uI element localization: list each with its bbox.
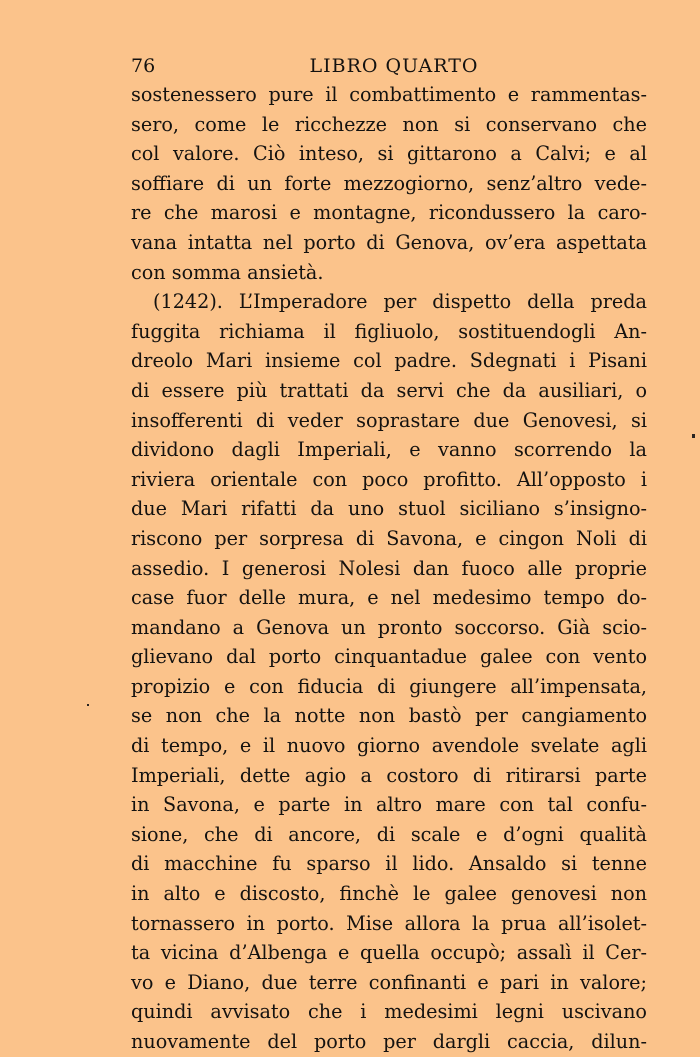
text-line: due Mari rifatti da uno stuol siciliano s’insigno- [131,497,647,521]
text-line: nuovamente del porto per dargli caccia, dilun- [131,1030,647,1053]
body-text [131,80,647,1057]
text-line: dividono dagli Imperiali, e vanno scorrendo la [131,438,647,462]
paragraph-start-line: (1242). L’Imperadore per dispetto della preda [153,290,647,314]
book-page [131,52,647,1057]
text-line: in Savona, e parte in altro mare con tal confu- [131,793,647,817]
scan-speck-mark [692,434,695,438]
text-line: sostenessero pure il combattimento e rammentas- [131,83,647,106]
text-line: insofferenti di veder soprastare due Genovesi, si [131,408,647,432]
text-line: vo e Diano, due terre confinanti e pari in valore; [131,970,647,994]
running-title: LIBRO QUARTO [309,55,479,77]
page-header [131,52,647,80]
text-line: riscono per sorpresa di Savona, e cingon Noli di [131,526,647,550]
text-line: col valore. Ciò inteso, si gittarono a Calvi; e al [131,142,647,166]
page-number: 76 [131,55,156,77]
text-line: in alto e discosto, finchè le galee genovesi non [131,882,647,906]
text-line: di macchine fu sparso il lido. Ansaldo si tenne [131,852,647,876]
text-line: vana intatta nel porto di Genova, ov’era aspettata [131,230,647,254]
text-line: di tempo, e il nuovo giorno avendole svelate agli [131,734,647,758]
text-line: con somma ansietà. [131,260,324,284]
scan-speck-mark [87,704,89,706]
text-line: di essere più trattati da servi che da ausiliari, o [131,378,647,402]
text-line: case fuor delle mura, e nel medesimo tempo do- [131,586,647,610]
text-line: dreolo Mari insieme col padre. Sdegnati i Pisani [131,349,647,373]
text-line: propizio e con fiducia di giungere all’impensata, [131,674,647,698]
text-line: re che marosi e montagne, ricondussero la caro- [131,201,647,225]
text-line: glievano dal porto cinquantadue galee con vento [131,645,647,669]
text-line: ta vicina d’Albenga e quella occupò; assalì il Cer- [131,941,647,965]
text-line: fuggita richiama il figliuolo, sostituendogli An- [131,319,647,343]
text-line: Imperiali, dette agio a costoro di ritirarsi parte [131,763,647,787]
text-line: sione, che di ancore, di scale e d’ogni qualità [131,822,647,846]
text-line: sero, come le ricchezze non si conservano che [131,112,647,136]
text-line: quindi avvisato che i medesimi legni uscivano [131,1000,647,1024]
text-line: riviera orientale con poco profitto. All’opposto i [131,467,647,491]
text-line: assedio. I generosi Nolesi dan fuoco alle proprie [131,556,647,580]
text-line: soffiare di un forte mezzogiorno, senz’altro vede- [131,171,647,195]
text-line: se non che la notte non bastò per cangiamento [131,704,647,728]
text-line: mandano a Genova un pronto soccorso. Già scio- [131,615,647,639]
text-line: tornassero in porto. Mise allora la prua all’isolet- [131,911,647,935]
